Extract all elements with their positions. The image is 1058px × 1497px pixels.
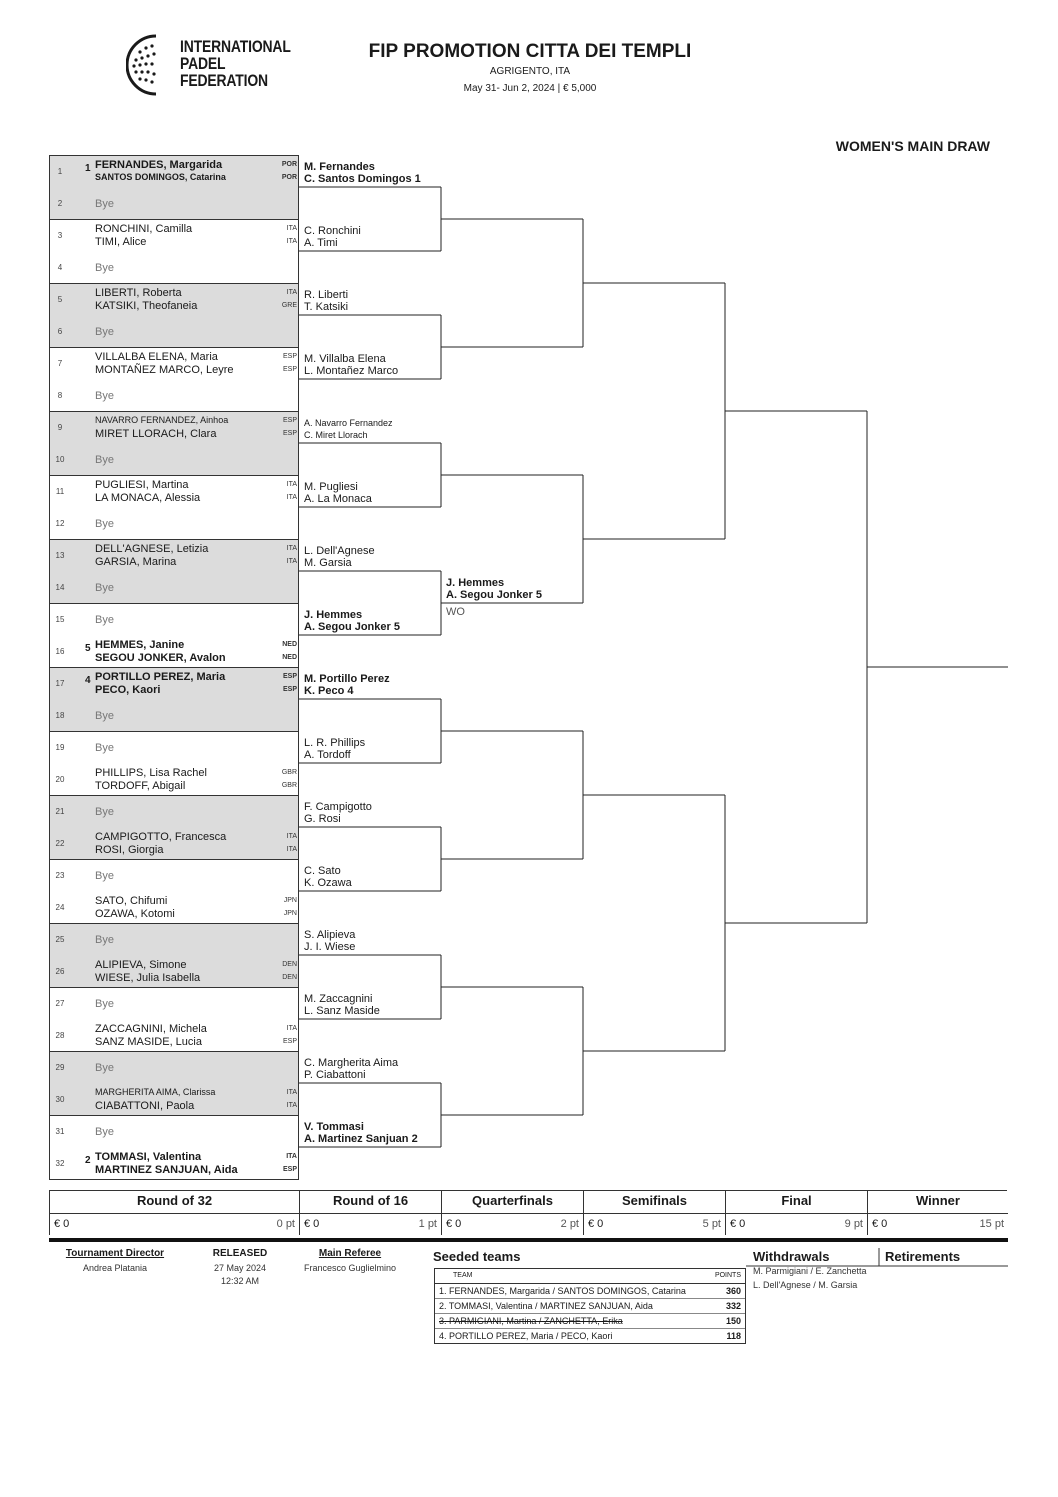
country-code: POR [281, 161, 297, 168]
team-column-header: TEAM [453, 1272, 473, 1279]
round-header: Round of 32 [49, 1191, 299, 1213]
r16-player-1: C. Ronchini [304, 225, 361, 237]
country-code: ITA [286, 545, 297, 552]
round-header: Final [725, 1191, 867, 1213]
country-code: ITA [286, 846, 297, 853]
bye-label: Bye [95, 806, 114, 818]
withdrawals-label: Withdrawals [753, 1249, 830, 1264]
player-1-name: DELL'AGNESE, Letizia [95, 543, 209, 555]
draw-position: 16 [55, 647, 65, 656]
r16-player-1: J. Hemmes [304, 609, 363, 621]
prize-money: € 0 [872, 1218, 888, 1230]
seed-team-points: 118 [726, 1331, 741, 1341]
player-2-name: MARTINEZ SANJUAN, Aida [95, 1164, 238, 1176]
bye-label: Bye [95, 614, 114, 626]
draw-position: 2 [57, 199, 63, 208]
player-2-name: SANZ MASIDE, Lucia [95, 1036, 202, 1048]
r16-player-2: K. Ozawa [304, 877, 352, 889]
bye-label: Bye [95, 518, 114, 530]
country-code: JPN [283, 897, 297, 904]
bye-label: Bye [95, 582, 114, 594]
player-2-name: WIESE, Julia Isabella [95, 972, 201, 984]
player-1-name: MARGHERITA AIMA, Clarissa [95, 1087, 216, 1097]
draw-position: 26 [55, 967, 65, 976]
country-code: ITA [286, 289, 297, 296]
draw-position: 3 [57, 231, 63, 240]
bye-label: Bye [95, 390, 114, 402]
withdrawal-1: M. Parmigiani / E. Zanchetta [753, 1266, 867, 1276]
player-1-name: PORTILLO PEREZ, Maria [95, 671, 226, 683]
country-code: JPN [283, 910, 297, 917]
country-code: ITA [286, 1102, 297, 1109]
bye-label: Bye [95, 710, 114, 722]
r16-player-1: R. Liberti [304, 289, 349, 301]
draw-position: 22 [55, 839, 65, 848]
country-code: ITA [286, 833, 297, 840]
country-code: ESP [282, 353, 297, 360]
seed-team-points: 150 [725, 1316, 741, 1326]
draw-position: 19 [55, 743, 65, 752]
draw-position: 10 [55, 455, 65, 464]
seed-team-name: 3. PARMIGIANI, Martina / ZANCHETTA, Erika [439, 1316, 623, 1326]
round-header: Semifinals [583, 1191, 725, 1213]
r16-player-2: T. Katsiki [304, 301, 349, 313]
r16-player-1: A. Navarro Fernandez [304, 418, 393, 428]
country-code: ITA [286, 481, 297, 488]
prize-money: € 0 [588, 1218, 604, 1230]
country-code: ESP [282, 673, 297, 680]
country-code: ITA [286, 1153, 297, 1160]
r16-player-2: G. Rosi [304, 813, 341, 825]
r16-player-1: L. R. Phillips [304, 737, 366, 749]
ranking-points: 2 pt [560, 1218, 579, 1230]
draw-position: 11 [55, 487, 65, 496]
player-1-name: ALIPIEVA, Simone [95, 959, 187, 971]
tournament-location: AGRIGENTO, ITA [489, 66, 571, 77]
draw-position: 31 [55, 1127, 65, 1136]
r16-player-2: C. Miret Llorach [304, 430, 368, 440]
draw-position: 27 [55, 999, 65, 1008]
seed-number: 4 [85, 675, 91, 686]
referee-label: Main Referee [318, 1248, 382, 1259]
player-2-name: TORDOFF, Abigail [95, 780, 186, 792]
points-column-header: POINTS [714, 1272, 741, 1279]
draw-position: 9 [57, 423, 63, 432]
r16-player-2: M. Garsia [304, 557, 352, 569]
bye-label: Bye [95, 1062, 114, 1074]
country-code: ESP [282, 430, 297, 437]
draw-position: 7 [57, 359, 63, 368]
country-code: ESP [282, 366, 297, 373]
r16-player-1: M. Zaccagnini [304, 993, 373, 1005]
r16-player-2: A. Martinez Sanjuan 2 [304, 1133, 418, 1145]
qf-winner-1: J. Hemmes A. Segou Jonker 5 [446, 577, 542, 601]
player-1-name: TOMMASI, Valentina [95, 1151, 202, 1163]
country-code: ESP [282, 417, 297, 424]
player-1-name: CAMPIGOTTO, Francesca [95, 831, 227, 843]
fip-logo-text: INTERNATIONAL PADEL FEDERATION [180, 37, 291, 90]
prize-money: € 0 [54, 1218, 70, 1230]
player-1-name: RONCHINI, Camilla [95, 223, 193, 235]
country-code: NED [282, 654, 297, 661]
r16-player-1: F. Campigotto [304, 801, 372, 813]
r16-player-1: V. Tommasi [304, 1121, 364, 1133]
prize-money: € 0 [304, 1218, 320, 1230]
country-code: GRE [281, 302, 297, 309]
draw-position: 18 [55, 711, 65, 720]
r16-player-2: A. Timi [304, 237, 338, 249]
draw-position: 17 [55, 679, 65, 688]
player-2-name: MIRET LLORACH, Clara [95, 428, 217, 440]
director-label: Tournament Director [65, 1248, 165, 1259]
seed-team-points: 360 [725, 1286, 741, 1296]
qf-score: WO [446, 606, 465, 618]
player-2-name: CIABATTONI, Paola [95, 1100, 195, 1112]
country-code: NED [282, 641, 297, 648]
bye-label: Bye [95, 742, 114, 754]
r16-player-1: M. Fernandes [304, 161, 375, 173]
bye-label: Bye [95, 198, 114, 210]
tournament-title: FIP PROMOTION CITTA DEI TEMPLI [368, 41, 692, 62]
bye-label: Bye [95, 262, 114, 274]
seed-number: 2 [85, 1155, 91, 1166]
player-1-name: ZACCAGNINI, Michela [95, 1023, 207, 1035]
r16-player-1: S. Alipieva [304, 929, 356, 941]
seed-team-name: 1. FERNANDES, Margarida / SANTOS DOMINGOS, Catarina [439, 1286, 686, 1296]
player-2-name: PECO, Kaori [95, 684, 161, 696]
draw-position: 4 [57, 263, 63, 272]
draw-position: 23 [55, 871, 65, 880]
draw-position: 8 [57, 391, 63, 400]
released-date: 27 May 2024 [213, 1263, 267, 1273]
draw-position: 15 [55, 615, 65, 624]
draw-position: 25 [55, 935, 65, 944]
draw-position: 12 [55, 519, 65, 528]
r16-player-2: J. I. Wiese [304, 941, 356, 953]
player-1-name: FERNANDES, Margarida [95, 159, 223, 171]
r16-player-2: L. Sanz Maside [304, 1005, 380, 1017]
player-2-name: MONTAÑEZ MARCO, Leyre [95, 364, 234, 376]
tournament-dates: May 31- Jun 2, 2024 | € 5,000 [463, 83, 597, 94]
ranking-points: 1 pt [418, 1218, 437, 1230]
player-1-name: HEMMES, Janine [95, 639, 185, 651]
prize-money: € 0 [446, 1218, 462, 1230]
country-code: GBR [281, 769, 297, 776]
player-2-name: GARSIA, Marina [95, 556, 177, 568]
player-2-name: SEGOU JONKER, Avalon [95, 652, 226, 664]
country-code: ITA [286, 494, 297, 501]
draw-position: 29 [55, 1063, 65, 1072]
prize-money: € 0 [730, 1218, 746, 1230]
retirements-label: Retirements [885, 1249, 961, 1264]
draw-position: 21 [55, 807, 65, 816]
draw-position: 28 [55, 1031, 65, 1040]
country-code: GBR [281, 782, 297, 789]
country-code: DEN [282, 974, 297, 981]
draw-position: 5 [57, 295, 63, 304]
player-2-name: LA MONACA, Alessia [95, 492, 201, 504]
country-code: ESP [282, 1166, 297, 1173]
bye-label: Bye [95, 870, 114, 882]
country-code: ITA [286, 238, 297, 245]
draw-position: 6 [57, 327, 63, 336]
country-code: ITA [286, 1025, 297, 1032]
draw-position: 1 [57, 167, 63, 176]
r16-player-1: C. Margherita Aima [304, 1057, 399, 1069]
ranking-points: 5 pt [702, 1218, 721, 1230]
r16-player-1: M. Portillo Perez [304, 673, 390, 685]
round-header: Winner [867, 1191, 1008, 1213]
country-code: ITA [286, 225, 297, 232]
player-1-name: SATO, Chifumi [95, 895, 168, 907]
player-1-name: PUGLIESI, Martina [95, 479, 189, 491]
draw-position: 30 [55, 1095, 65, 1104]
country-code: ESP [282, 686, 297, 693]
draw-position: 20 [55, 775, 65, 784]
country-code: ESP [282, 1038, 297, 1045]
country-code: ITA [286, 1089, 297, 1096]
seed-team-name: 4. PORTILLO PEREZ, Maria / PECO, Kaori [439, 1331, 613, 1341]
released-time: 12:32 AM [220, 1276, 260, 1286]
draw-position: 24 [55, 903, 65, 912]
r16-player-2: A. Tordoff [304, 749, 351, 761]
referee-name: Francesco Guglielmino [303, 1263, 397, 1273]
seed-team-name: 2. TOMMASI, Valentina / MARTINEZ SANJUAN, Aida [439, 1301, 653, 1311]
released-label: RELEASED [212, 1248, 268, 1259]
r16-player-2: A. La Monaca [304, 493, 372, 505]
player-1-name: LIBERTI, Roberta [95, 287, 182, 299]
round-header: Quarterfinals [441, 1191, 583, 1213]
country-code: DEN [282, 961, 297, 968]
r16-player-2: L. Montañez Marco [304, 365, 399, 377]
draw-position: 14 [55, 583, 65, 592]
draw-title: WOMEN'S MAIN DRAW [835, 138, 990, 154]
country-code: POR [281, 174, 297, 181]
draw-position: 13 [55, 551, 65, 560]
bye-label: Bye [95, 1126, 114, 1138]
r16-player-1: M. Villalba Elena [304, 353, 386, 365]
player-2-name: ROSI, Giorgia [95, 844, 164, 856]
bye-label: Bye [95, 934, 114, 946]
player-2-name: TIMI, Alice [95, 236, 147, 248]
ranking-points: 15 pt [979, 1218, 1004, 1230]
r16-player-2: K. Peco 4 [304, 685, 354, 697]
r16-player-2: P. Ciabattoni [304, 1069, 366, 1081]
player-1-name: VILLALBA ELENA, Maria [95, 351, 218, 363]
player-2-name: SANTOS DOMINGOS, Catarina [95, 172, 226, 182]
director-name: Andrea Platania [82, 1263, 148, 1273]
r16-player-1: L. Dell'Agnese [304, 545, 375, 557]
player-2-name: KATSIKI, Theofaneia [95, 300, 198, 312]
country-code: ITA [286, 558, 297, 565]
r16-player-1: M. Pugliesi [304, 481, 358, 493]
r16-player-2: C. Santos Domingos 1 [304, 173, 421, 185]
seed-number: 1 [85, 163, 91, 174]
r16-player-2: A. Segou Jonker 5 [304, 621, 400, 633]
player-2-name: OZAWA, Kotomi [95, 908, 175, 920]
player-1-name: NAVARRO FERNANDEZ, Ainhoa [95, 415, 229, 425]
bye-label: Bye [95, 998, 114, 1010]
bye-label: Bye [95, 326, 114, 338]
player-1-name: PHILLIPS, Lisa Rachel [95, 767, 207, 779]
bye-label: Bye [95, 454, 114, 466]
round-header: Round of 16 [299, 1191, 441, 1213]
ranking-points: 9 pt [844, 1218, 863, 1230]
seed-team-points: 332 [725, 1301, 741, 1311]
seeded-teams-label: Seeded teams [433, 1249, 521, 1264]
draw-position: 32 [55, 1159, 65, 1168]
r16-player-1: C. Sato [304, 865, 341, 877]
withdrawal-2: L. Dell'Agnese / M. Garsia [753, 1280, 858, 1290]
seed-number: 5 [85, 643, 91, 654]
ranking-points: 0 pt [276, 1218, 295, 1230]
